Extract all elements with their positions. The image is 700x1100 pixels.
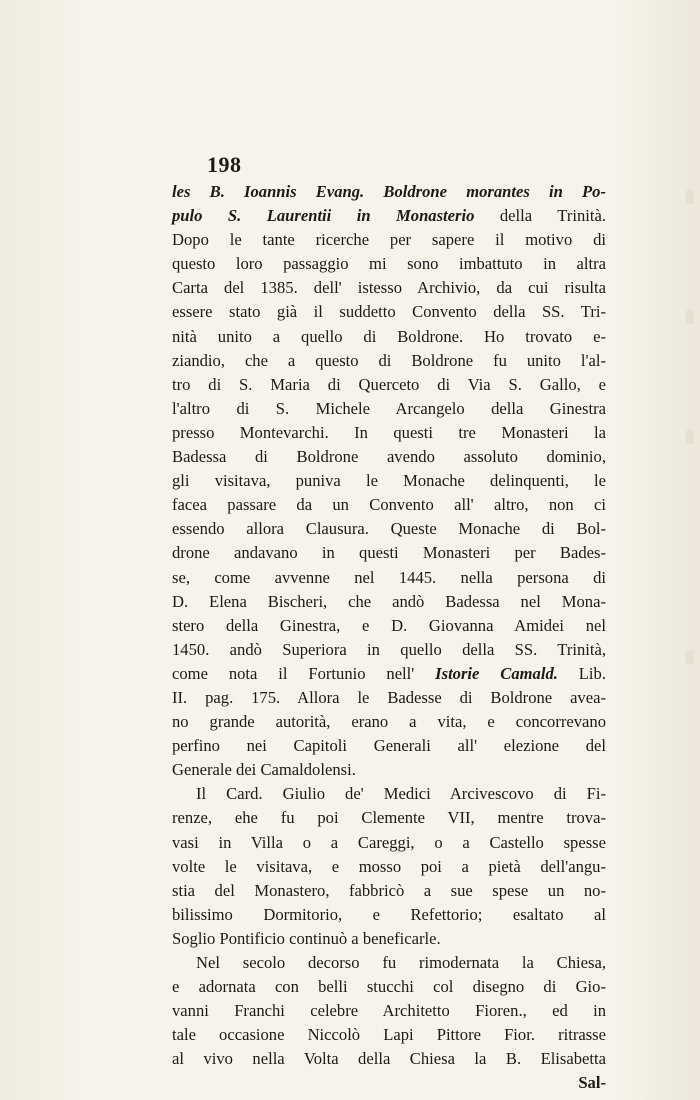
- text-run: volte le visitava, e mosso poi a pietà dell'angu-: [172, 856, 606, 876]
- text-line: [172, 252, 606, 276]
- text-line: [172, 590, 606, 614]
- text-line: [172, 421, 606, 445]
- text-line: [172, 469, 606, 493]
- text-line: [172, 1023, 606, 1047]
- italic-text: Istorie Camald.: [435, 663, 558, 683]
- text-run: 1450. andò Superiora in quello della SS. Trinità,: [172, 639, 606, 659]
- text-run: vanni Franchi celebre Architetto Fioren., ed in: [172, 1001, 606, 1021]
- text-line: [172, 855, 606, 879]
- text-line: [172, 662, 606, 686]
- text-line: [172, 999, 606, 1023]
- text-line: [172, 541, 606, 565]
- text-line: [172, 228, 606, 252]
- text-run: Badessa di Boldrone avendo assoluto dominio,: [172, 447, 606, 467]
- text-run: Nel secolo decorso fu rimodernata la Chiesa,: [196, 953, 606, 972]
- text-line: [172, 614, 606, 638]
- text-run: no grande autorità, erano a vita, e concorrevano: [172, 712, 606, 732]
- text-line: [172, 710, 606, 734]
- body-text: [172, 180, 606, 1096]
- text-line: [172, 180, 606, 204]
- text-run: renze, ehe fu poi Clemente VII, mentre trova-: [172, 808, 606, 828]
- text-run: stero della Ginestra, e D. Giovanna Amidei nel: [172, 615, 606, 635]
- facing-page-bleed: [686, 430, 694, 444]
- page-number: 198: [207, 152, 242, 177]
- text-line: [172, 325, 606, 349]
- text-run: perfino nei Capitoli Generali all' elezione del: [172, 736, 606, 756]
- facing-page-bleed: [686, 310, 694, 324]
- text-run: D. Elena Bischeri, che andò Badessa nel Mona-: [172, 591, 606, 611]
- text-line: [172, 831, 606, 855]
- facing-page-bleed: [686, 650, 694, 664]
- text-run: Generale dei Camaldolensi.: [172, 760, 356, 780]
- text-line: [172, 276, 606, 300]
- text-run: essendo allora Clausura. Queste Monache di Bol-: [172, 519, 606, 539]
- text-run: tale occasione Niccolò Lapi Pittore Fior. ritrasse: [172, 1025, 606, 1045]
- italic-text: pulo S. Laurentii in Monasterio: [172, 206, 475, 226]
- text-run: tro di S. Maria di Querceto di Via S. Gallo, e: [172, 374, 606, 394]
- text-run: e adornata con belli stucchi col disegno di Gio-: [172, 977, 606, 997]
- text-line: [172, 445, 606, 469]
- text-line: [172, 493, 606, 517]
- text-run: se, come avvenne nel 1445. nella persona di: [172, 567, 606, 587]
- text-line: [172, 373, 606, 397]
- text-line: [172, 349, 606, 373]
- text-run: Carta del 1385. dell' istesso Archivio, da cui risulta: [172, 278, 606, 298]
- text-line: [172, 638, 606, 662]
- text-run: al vivo nella Volta della Chiesa la B. Elisabetta: [172, 1049, 606, 1069]
- text-run: essere stato già il suddetto Convento della SS. Tri-: [172, 302, 606, 322]
- text-run: come nota il Fortunio nell': [172, 663, 436, 683]
- text-line: [172, 806, 606, 830]
- text-run: stia del Monastero, fabbricò a sue spese un no-: [172, 880, 606, 900]
- text-line: [172, 734, 606, 758]
- text-run: gli visitava, puniva le Monache delinquenti, le: [172, 471, 606, 491]
- text-line: [172, 300, 606, 324]
- text-run: della Trinità.: [474, 206, 606, 226]
- text-line: [172, 686, 606, 710]
- text-run: presso Montevarchi. In questi tre Monasteri la: [172, 422, 606, 442]
- text-line: [172, 204, 606, 228]
- text-run: ziandio, che a questo di Boldrone fu unito l'al-: [172, 350, 606, 370]
- text-run: bilissimo Dormitorio, e Refettorio; esaltato al: [172, 904, 606, 924]
- text-run: Lib.: [557, 663, 606, 683]
- text-line: [172, 951, 606, 975]
- catchword: Sal-: [578, 1073, 606, 1093]
- text-run: Il Card. Giulio de' Medici Arcivescovo di Fi-: [196, 784, 606, 804]
- text-run: Soglio Pontificio continuò a beneficarle.: [172, 928, 441, 948]
- text-line: [172, 1047, 606, 1071]
- text-line: [172, 975, 606, 999]
- text-line: [172, 879, 606, 903]
- text-line: [172, 566, 606, 590]
- text-run: drone andavano in questi Monasteri per Bades-: [172, 543, 606, 563]
- text-line: [172, 397, 606, 421]
- italic-text: les B. Ioannis Evang. Boldrone morantes in Po-: [172, 182, 606, 201]
- text-run: questo loro passaggio mi sono imbattuto in altra: [172, 254, 606, 274]
- text-run: nità unito a quello di Boldrone. Ho trovato e-: [172, 326, 606, 346]
- text-run: Dopo le tante ricerche per sapere il motivo di: [172, 230, 606, 250]
- text-line: [172, 903, 606, 927]
- text-run: l'altro di S. Michele Arcangelo della Ginestra: [172, 398, 606, 418]
- text-run: facea passare da un Convento all' altro, non ci: [172, 495, 606, 515]
- text-line: [172, 782, 606, 806]
- text-run: vasi in Villa o a Careggi, o a Castello spesse: [172, 832, 606, 852]
- text-run: II. pag. 175. Allora le Badesse di Boldrone avea-: [172, 687, 606, 707]
- text-line: [172, 758, 606, 782]
- text-line: [172, 927, 606, 951]
- text-line: [172, 517, 606, 541]
- facing-page-bleed: [686, 190, 694, 204]
